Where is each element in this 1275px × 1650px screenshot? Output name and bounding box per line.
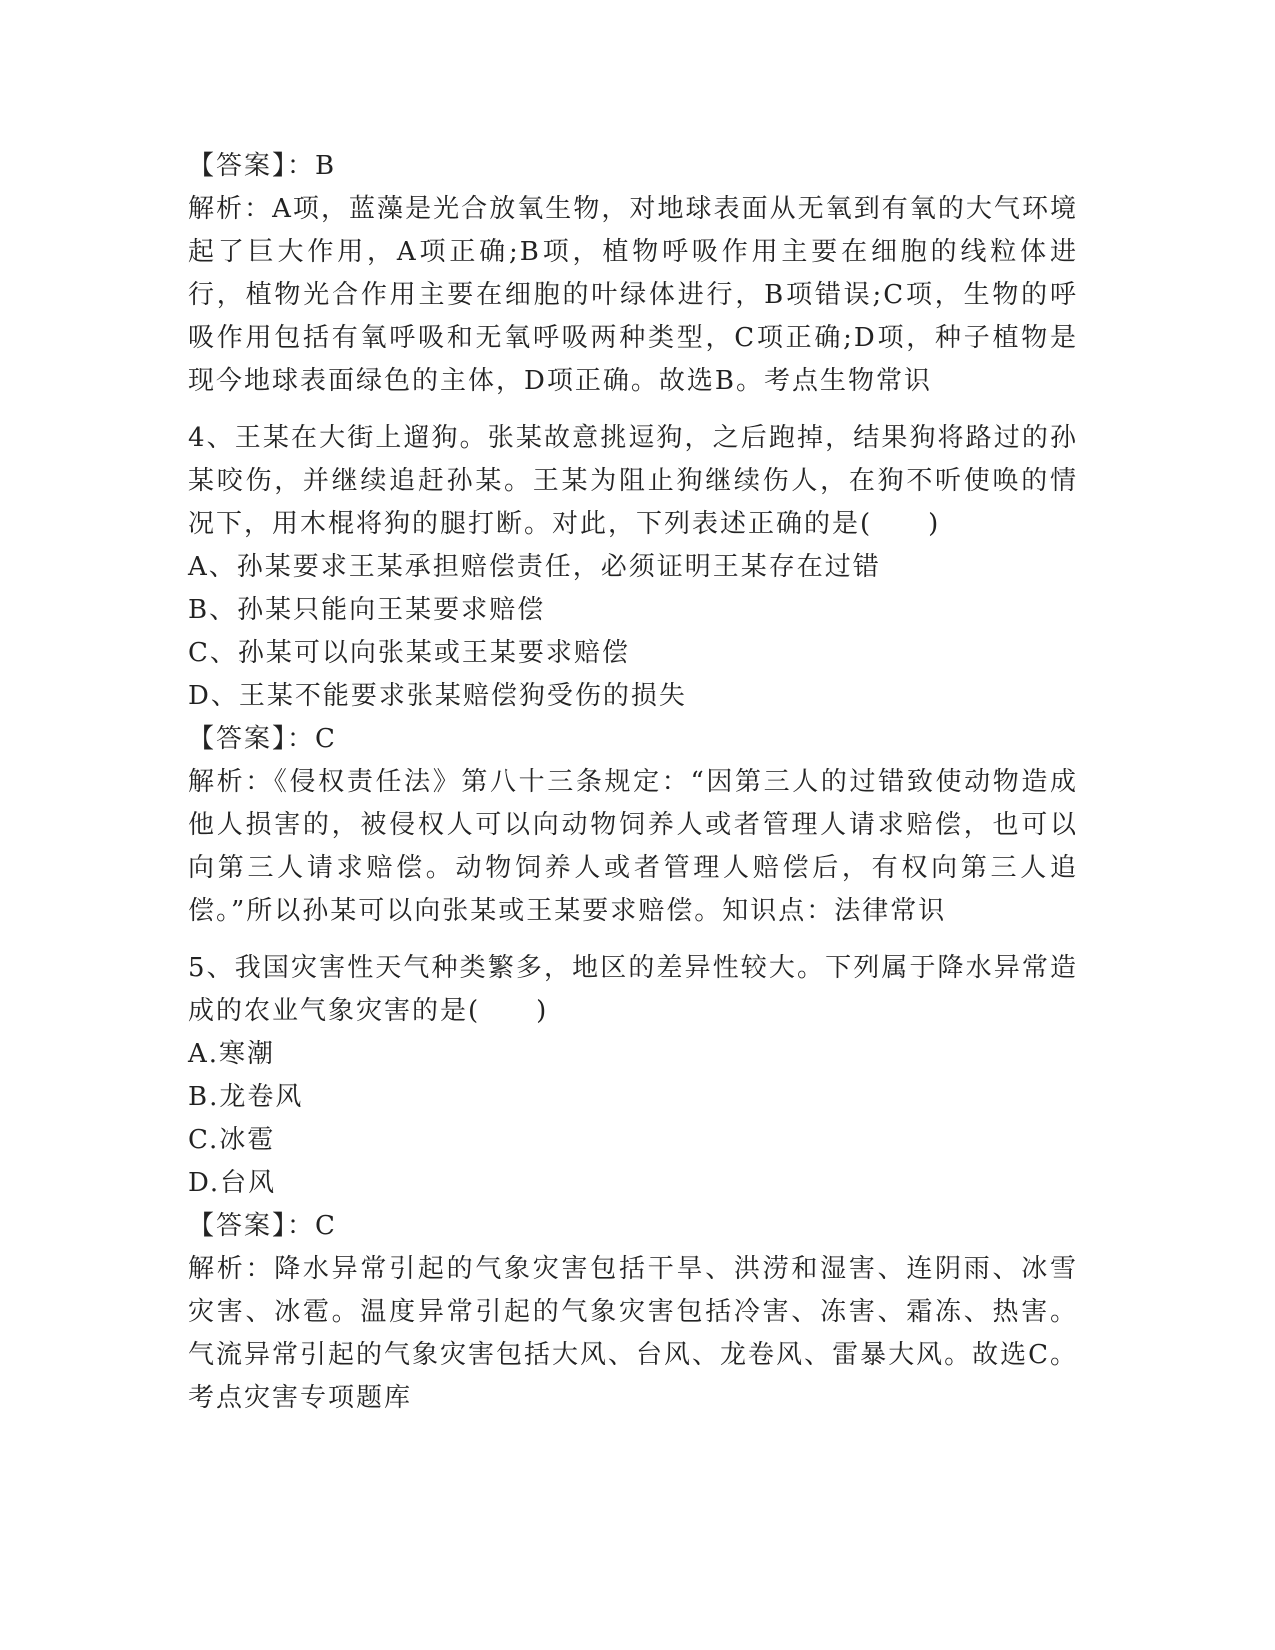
option-c: C.冰雹 bbox=[188, 1125, 276, 1155]
analysis-text: 解析：A项，蓝藻是光合放氧生物，对地球表面从无氧到有氧的大气环境起了巨大作用，A项正确;B项，植物呼吸作用主要在细胞的线粒体进行，植物光合作用主要在细胞的叶绿体进行，B项错误;C项，生物的呼吸作用包括有氧呼吸和无氧呼吸两种类型，C项正确;D项，种子植物是现今地球表面绿色的主体，D项正确。故选B。考点生物常识 bbox=[188, 194, 1078, 396]
question-text: 5、我国灾害性天气种类繁多，地区的差异性较大。下列属于降水异常造成的农业气象灾害的是( ) bbox=[188, 953, 1078, 1026]
option-a: A、孙某要求王某承担赔偿责任，必须证明王某存在过错 bbox=[188, 552, 881, 582]
option-d: D.台风 bbox=[188, 1168, 277, 1198]
answer-label: 【答案】：B bbox=[188, 151, 337, 181]
option-a: A.寒潮 bbox=[188, 1039, 276, 1069]
option-d: D、王某不能要求张某赔偿狗受伤的损失 bbox=[188, 681, 687, 711]
question-3-tail bbox=[188, 145, 1078, 403]
question-4 bbox=[188, 417, 1078, 933]
option-b: B、孙某只能向王某要求赔偿 bbox=[188, 595, 546, 625]
document-content bbox=[188, 145, 1078, 1420]
answer-label: 【答案】：C bbox=[188, 1211, 337, 1241]
spacer bbox=[188, 933, 1078, 947]
answer-label: 【答案】：C bbox=[188, 724, 337, 754]
option-c: C、孙某可以向张某或王某要求赔偿 bbox=[188, 638, 630, 668]
question-text: 4、王某在大街上遛狗。张某故意挑逗狗，之后跑掉，结果狗将路过的孙某咬伤，并继续追赶孙某。王某为阻止狗继续伤人，在狗不听使唤的情况下，用木棍将狗的腿打断。对此，下列表述正确的是( ) bbox=[188, 423, 1078, 539]
option-b: B.龙卷风 bbox=[188, 1082, 304, 1112]
analysis-text: 解析：《侵权责任法》第八十三条规定：“因第三人的过错致使动物造成他人损害的，被侵权人可以向动物饲养人或者管理人请求赔偿，也可以向第三人请求赔偿。动物饲养人或者管理人赔偿后，有权向第三人追偿。”所以孙某可以向张某或王某要求赔偿。知识点：法律常识 bbox=[188, 767, 1078, 926]
question-5 bbox=[188, 947, 1078, 1420]
analysis-text: 解析：降水异常引起的气象灾害包括干旱、洪涝和湿害、连阴雨、冰雪灾害、冰雹。温度异常引起的气象灾害包括冷害、冻害、霜冻、热害。气流异常引起的气象灾害包括大风、台风、龙卷风、雷暴大风。故选C。考点灾害专项题库 bbox=[188, 1254, 1078, 1413]
spacer bbox=[188, 403, 1078, 417]
